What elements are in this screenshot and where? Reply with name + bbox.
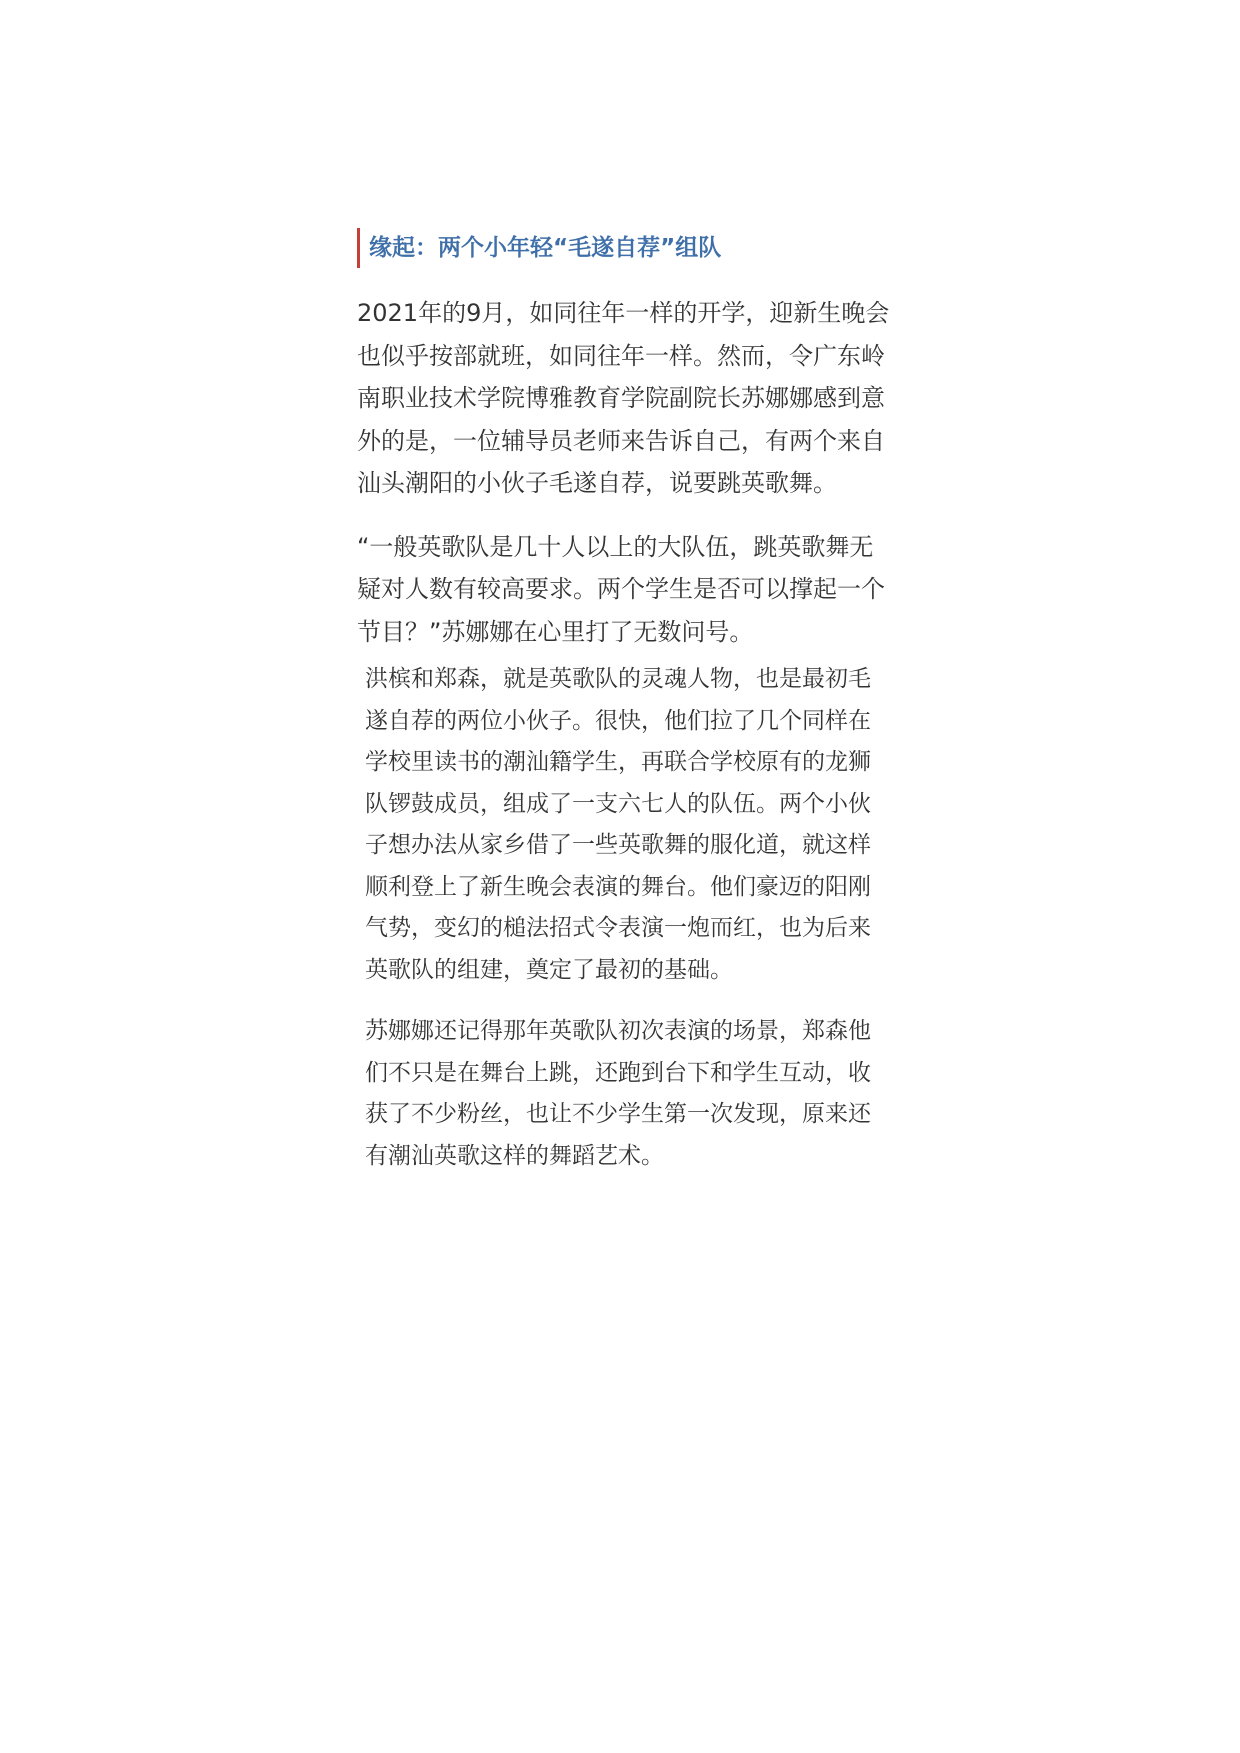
- section-heading: [357, 226, 897, 270]
- article-body: [357, 226, 897, 1177]
- section-heading-text: 缘起：两个小年轻“毛遂自荐”组队: [369, 235, 722, 261]
- paragraph-3: 洪槟和郑森，就是英歌队的灵魂人物，也是最初毛遂自荐的两位小伙子。很快，他们拉了几个同样在学校里读书的潮汕籍学生，再联合学校原有的龙狮队锣鼓成员，组成了一支六七人的队伍。两个小伙子想办法从家乡借了一些英歌舞的服化道，就这样顺利登上了新生晚会表演的舞台。他们豪迈的阳刚气势，变幻的槌法招式令表演一炮而红，也为后来英歌队的组建，奠定了最初的基础。: [365, 666, 871, 983]
- heading-accent-bar: [357, 228, 360, 268]
- paragraph-1: 2021年的9月，如同往年一样的开学，迎新生晚会也似乎按部就班，如同往年一样。然而，令广东岭南职业技术学院博雅教育学院副院长苏娜娜感到意外的是，一位辅导员老师来告诉自己，有两个来自汕头潮阳的小伙子毛遂自荐，说要跳英歌舞。: [357, 299, 890, 497]
- paragraph-4: 苏娜娜还记得那年英歌队初次表演的场景，郑森他们不只是在舞台上跳，还跑到台下和学生互动，收获了不少粉丝，也让不少学生第一次发现，原来还有潮汕英歌这样的舞蹈艺术。: [365, 1018, 871, 1169]
- paragraph-2: “一般英歌队是几十人以上的大队伍，跳英歌舞无疑对人数有较高要求。两个学生是否可以撑起一个节目？”苏娜娜在心里打了无数问号。: [357, 532, 885, 646]
